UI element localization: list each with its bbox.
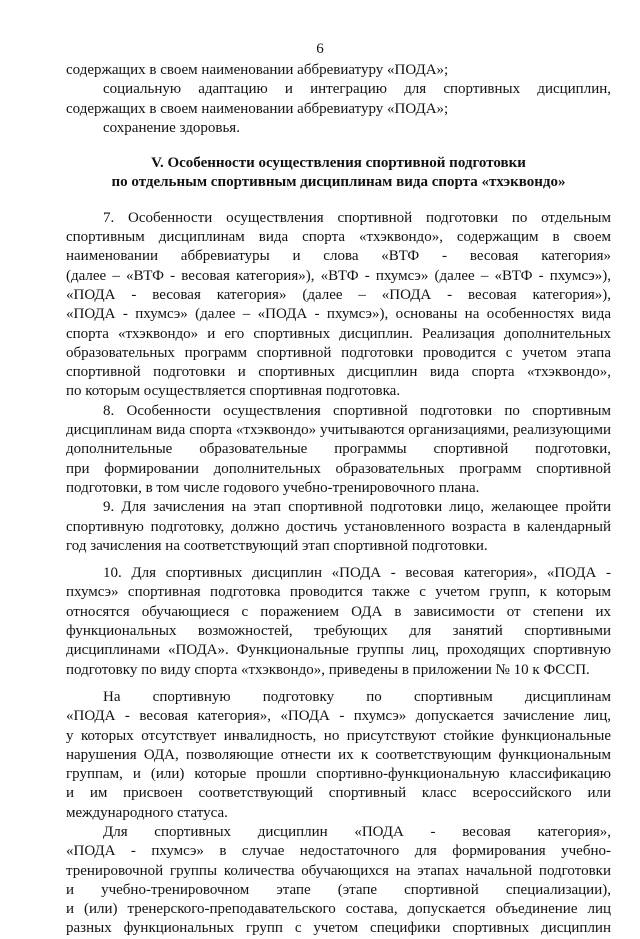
text-line: дисциплинами «ПОДА». Функциональные группы лиц, проходящих спортивную — [66, 642, 611, 659]
spacer — [66, 680, 611, 688]
text-line: «ПОДА - пхумсэ» (далее – «ПОДА - пхумсэ»), основаны на особенностях вида — [66, 306, 611, 323]
spacer — [66, 193, 611, 209]
text-line: содержащих в своем наименовании аббревиатуру «ПОДА»; — [66, 62, 449, 78]
text-line: 10. Для спортивных дисциплин «ПОДА - весовая категория», «ПОДА - — [103, 565, 611, 582]
paragraph-8 — [66, 402, 611, 498]
text-line: у которых отсутствует инвалидность, но присутствуют стойкие функциональные — [66, 727, 611, 744]
spacer — [66, 138, 611, 154]
text-line: образовательных программ спортивной подготовки проводится с учетом этапа — [66, 344, 611, 361]
document-body — [66, 61, 611, 939]
text-line: 7. Особенности осуществления спортивной подготовки по отдельным — [103, 209, 611, 226]
paragraph-7 — [66, 209, 611, 402]
text-line: и учебно-тренировочном этапе (этапе спортивной специализации), — [66, 881, 611, 898]
text-line: 8. Особенности осуществления спортивной подготовки по спортивным — [103, 402, 611, 419]
text-line: спортивной подготовки и спортивных дисциплин вида спорта «тхэквондо», — [66, 364, 611, 381]
paragraph-admission — [66, 688, 611, 823]
paragraph-10 — [66, 564, 611, 680]
text-line: тренировочной группы количества обучающихся на этапах начальной подготовки — [66, 862, 611, 879]
text-line: пхумсэ» спортивная подготовка проводится также с учетом групп, к которым — [66, 584, 611, 601]
text-line: содержащих в своем наименовании аббревиатуру «ПОДА»; — [66, 100, 449, 117]
section-title-line: V. Особенности осуществления спортивной подготовки — [151, 155, 526, 172]
paragraph-groups — [66, 823, 611, 939]
paragraph-9 — [66, 498, 611, 556]
text-line: 9. Для зачисления на этап спортивной подготовки лицо, желающее пройти — [103, 499, 611, 516]
text-line: разных функциональных групп с учетом специфики спортивных дисциплин — [66, 920, 611, 937]
text-line: по которым осуществляется спортивная подготовка. — [66, 383, 401, 400]
text-line: и (или) тренерского-преподавательского состава, допускается объединение лиц — [66, 901, 611, 918]
text-line: «ПОДА - пхумсэ» в случае недостаточного для формирования учебно- — [66, 843, 611, 860]
text-line: социальную адаптацию и интеграцию для спортивных дисциплин, — [103, 81, 611, 98]
text-line: сохранение здоровья. — [103, 119, 240, 136]
text-line: «ПОДА - весовая категория», «ПОДА - пхумсэ» допускается зачисление лиц, — [66, 708, 611, 725]
text-line: (далее – «ВТФ - весовая категория»), «ВТФ - пхумсэ» (далее – «ВТФ - пхумсэ»), — [66, 267, 611, 284]
text-line: спортивным дисциплинам вида спорта «тхэквондо», содержащим в своем — [66, 229, 611, 246]
text-line: На спортивную подготовку по спортивным дисциплинам — [103, 688, 611, 705]
text-line: подготовку по виду спорта «тхэквондо», приведены в приложении № 10 к ФССП. — [66, 661, 590, 678]
text-line: наименовании аббревиатуры и слова «ВТФ - весовая категория» — [66, 248, 611, 265]
text-line: Для спортивных дисциплин «ПОДА - весовая категория», — [103, 823, 611, 840]
text-line: спортивную подготовку, должно достичь установленного возраста в календарный — [66, 518, 611, 535]
text-line: группам, и (или) которые прошли спортивно-функциональную классификацию — [66, 766, 611, 783]
section-title-line: по отдельным спортивным дисциплинам вида спорта «тхэквондо» — [111, 174, 566, 191]
text-line: «ПОДА - весовая категория» (далее – «ПОДА - весовая категория»), — [66, 286, 611, 303]
text-line: нарушения ОДА, позволяющие отнести их к соответствующим функциональным — [66, 746, 611, 763]
text-line: относятся обучающиеся с поражением ОДА в зависимости от степени их — [66, 603, 611, 620]
text-line: функциональных возможностей, требующих для занятий спортивными — [66, 623, 611, 640]
text-line: международного статуса. — [66, 804, 228, 821]
text-line: дополнительные образовательные программы спортивной подготовки, — [66, 441, 611, 458]
text-line: и им присвоен соответствующий спортивный класс всероссийского или — [66, 785, 611, 802]
text-line: спорта «тхэквондо» и его спортивных дисциплин. Реализация дополнительных — [66, 325, 611, 342]
text-line: при формировании дополнительных образовательных программ спортивной — [66, 460, 611, 477]
text-line: подготовки, в том числе годового учебно-тренировочного плана. — [66, 479, 480, 496]
spacer — [66, 556, 611, 564]
text-line: год зачисления на соответствующий этап спортивной подготовки. — [66, 537, 488, 554]
text-line: дисциплинам вида спорта «тхэквондо» учитываются организациями, реализующими — [66, 422, 611, 439]
page-number: 6 — [316, 41, 324, 57]
